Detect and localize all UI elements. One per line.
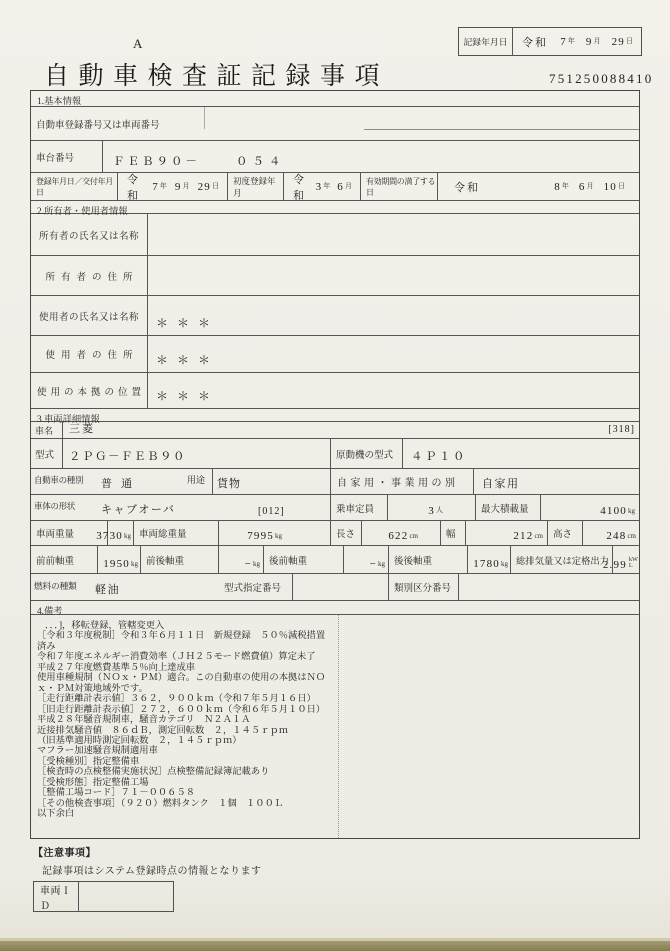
era-text: 令和: [127, 173, 140, 202]
body-shape-cell: [31, 495, 331, 520]
rear-rear-axle-unit: kg: [501, 560, 508, 568]
remarks-line: 令和７年度エネルギー消費効率（ＪＨ２５モード燃費値）算定未了: [37, 652, 316, 663]
day-value: 10: [603, 180, 617, 193]
year-unit: 年: [159, 181, 167, 190]
remarks-line: 使用車種規制（ＮＯｘ・ＰＭ）適合。この自動車の使用の本拠はＮＯｘ・ＰＭ対策地域外です。: [37, 673, 326, 694]
month-value: 6: [578, 180, 586, 193]
vehicle-name-label: 車名: [31, 422, 63, 438]
use-cell: [213, 469, 331, 494]
remarks-line: ．．．]，移転登録，管轄変更入: [45, 621, 165, 631]
l-unit: L: [628, 562, 633, 570]
type-designation-label: 型式指定番号: [219, 574, 293, 600]
registration-number-label: 自動車登録番号又は車両番号: [36, 120, 160, 131]
day-unit: 日: [212, 181, 219, 190]
remarks-line: （旧基準適用時測定回転数 ２，１４５ｒｐｍ）: [37, 735, 242, 746]
month-unit: 月: [345, 181, 352, 190]
day-unit: 日: [626, 36, 633, 45]
max-load-value: 4100: [600, 505, 627, 517]
section3-header: 3.車両詳細情報: [31, 409, 639, 422]
fuel-type-label: 燃料の種類: [34, 581, 77, 591]
row-registration-number: [31, 107, 639, 141]
model-value: ２ＰＧ－ＦＥＢ９０: [69, 451, 186, 463]
engine-model-cell: [403, 439, 639, 468]
chassis-number-part2: ０５４: [236, 156, 286, 168]
row-fuel: [31, 574, 639, 601]
vehicle-weight-unit: kg: [124, 532, 131, 540]
month-value: 6: [337, 180, 344, 193]
era-text: 令和: [454, 181, 480, 194]
era-text: 令和: [522, 36, 548, 49]
row-dates: [31, 173, 639, 201]
month-unit: 月: [593, 36, 601, 45]
vehicle-weight-label: 車両重量: [31, 521, 108, 545]
width-unit: cm: [534, 532, 543, 540]
width-value: 212: [513, 530, 534, 542]
vehicle-name-cell: [63, 422, 639, 438]
year-unit: 年: [561, 181, 569, 190]
row-axle-weights: [31, 546, 639, 574]
record-date-label: 記録年月日: [459, 28, 513, 55]
front-rear-axle-cell: [219, 546, 264, 573]
row-weights-dimensions: [31, 521, 639, 546]
front-rear-axle-value: −: [244, 558, 252, 570]
capacity-value: 3: [428, 505, 435, 517]
section2-header: 2.所有者・使用者情報: [31, 201, 639, 214]
engine-model-label: 原動機の型式: [331, 439, 403, 468]
base-location-label: 使用の本拠の位置: [31, 373, 148, 408]
height-label: 高さ: [548, 521, 583, 545]
gross-weight-cell: [219, 521, 331, 545]
height-value: 248: [606, 530, 627, 542]
model-label: 型式: [31, 439, 63, 468]
row-user-address: [31, 336, 639, 373]
front-rear-axle-unit: kg: [253, 560, 260, 568]
capacity-label: 乗車定員: [331, 495, 388, 520]
owner-name-value: [148, 214, 639, 255]
use-label: 用途: [184, 469, 213, 494]
year-value: 7: [560, 35, 567, 48]
row-model: [31, 439, 639, 469]
private-business-cell: [474, 469, 639, 494]
vehicle-weight-cell: [96, 521, 134, 545]
chassis-number-part1: ＦＥＢ９０－: [113, 156, 200, 168]
document-title: 自動車検査証記録事項: [44, 63, 390, 90]
front-front-axle-value: 1950: [103, 558, 130, 570]
body-shape-label: 車体の形状: [34, 501, 76, 511]
year-unit: 年: [567, 36, 575, 45]
redaction-edge-vertical: [204, 107, 205, 129]
owner-address-value: [148, 256, 639, 295]
user-address-value: ＊＊＊: [156, 353, 220, 367]
width-cell: [466, 521, 548, 545]
front-front-axle-cell: [98, 546, 141, 573]
remarks-line: ［検査時の点検整備実施状況］点検整備記録簿記載あり: [37, 767, 270, 778]
row-owner-name: [31, 214, 639, 256]
rear-front-axle-value: −: [369, 558, 377, 570]
length-value: 622: [388, 530, 409, 542]
max-load-cell: [541, 495, 639, 520]
month-value: 9: [174, 180, 182, 193]
page-marker: A: [133, 36, 143, 51]
length-cell: [362, 521, 441, 545]
front-front-axle-unit: kg: [131, 560, 138, 568]
owner-name-label: 所有者の氏名又は名称: [31, 214, 148, 255]
private-business-value: 自家用: [482, 478, 520, 490]
main-table: [30, 90, 640, 839]
user-name-value: ＊＊＊: [156, 316, 220, 330]
remarks-line: マフラー加速騒音規制適用車: [37, 746, 158, 757]
kw-unit: kW: [628, 555, 638, 563]
model-value-cell: [63, 439, 331, 468]
category-label: 自動車の種別: [34, 475, 84, 485]
max-load-unit: kg: [628, 507, 635, 515]
engine-model-value: ４Ｐ１０: [411, 451, 467, 463]
type-designation-cell: [293, 574, 389, 600]
registration-date-value: [118, 173, 228, 200]
era-text: 令和: [293, 173, 306, 202]
remarks-line: ［受検形態］指定整備工場: [37, 777, 149, 788]
remarks-line: ［令和３年度税制］令和３年６月１１日 新規登録 ５０％減税措置済み: [37, 631, 326, 652]
row-owner-address: [31, 256, 639, 296]
month-value: 9: [585, 35, 593, 48]
length-label: 長さ: [331, 521, 362, 545]
displacement-label: 総排気量又は定格出力: [511, 546, 613, 573]
row-user-name: [31, 296, 639, 336]
caution-body: 記録事項はシステム登録時点の情報となります: [42, 866, 262, 877]
remarks-line: 以下余白: [37, 809, 75, 820]
expiry-date-label: 有効期間の満了する日: [361, 173, 438, 200]
vehicle-weight-value: 3730: [96, 530, 123, 542]
remarks-line: ［受検種別］指定整備車: [37, 756, 140, 767]
fuel-cell: [31, 574, 219, 600]
remarks-block: [37, 621, 329, 820]
gross-weight-label: 車両総重量: [134, 521, 219, 545]
category-cell: [31, 469, 184, 494]
user-address-label: 使用者の住所: [31, 336, 148, 372]
remarks-line: ［旧走行距離計表示値］２７２，６００ｋｍ（令和６年５月１０日）: [37, 704, 326, 715]
rear-front-axle-unit: kg: [378, 560, 385, 568]
day-value: 29: [611, 35, 625, 48]
class-number-label: 類別区分番号: [389, 574, 459, 600]
row-category: [31, 469, 639, 495]
class-number-cell: [459, 574, 639, 600]
vehicle-id-box: [33, 881, 174, 912]
front-rear-axle-label: 前後軸重: [141, 546, 219, 573]
month-unit: 月: [182, 181, 190, 190]
month-unit: 月: [586, 181, 594, 190]
rear-front-axle-label: 後前軸重: [264, 546, 344, 573]
rear-front-axle-cell: [344, 546, 389, 573]
gross-weight-value: 7995: [247, 530, 274, 542]
date-numbers: [560, 36, 633, 48]
remarks-divider: [338, 615, 339, 838]
year-value: 8: [554, 180, 561, 193]
displacement-units: [629, 557, 638, 571]
caution-header: 【注意事項】: [33, 848, 96, 859]
height-unit: cm: [627, 532, 636, 540]
redaction-edge-line: [364, 129, 639, 130]
vehicle-name-code: [318]: [608, 424, 635, 435]
owner-address-label: 所有者の住所: [31, 256, 148, 295]
year-unit: 年: [323, 181, 331, 190]
rear-rear-axle-value: 1780: [473, 558, 500, 570]
remarks-line: ［その他検査事項］（９２０）燃料タンク １個 １００Ｌ: [37, 798, 284, 809]
remarks-line: 平成２７年度燃費基準５％向上達成車: [37, 662, 196, 673]
document-number: 751250088410: [549, 71, 654, 86]
vehicle-id-value: [79, 882, 173, 911]
day-value: 29: [197, 180, 211, 193]
rear-rear-axle-cell: [468, 546, 511, 573]
remarks-line: 平成２８年騒音規制車，騒音カテゴリ Ｎ２Ａ１Ａ: [37, 715, 251, 726]
displacement-value: 2.99: [602, 559, 627, 571]
remarks-line: ［走行距離計表示値］３６２，９００ｋｍ（令和７年５月１６日）: [37, 694, 316, 705]
body-shape-value: キャブオーバ: [101, 504, 176, 516]
record-date-value: [513, 28, 641, 55]
capacity-cell: [388, 495, 476, 520]
section4-header: 4.備考: [31, 601, 639, 615]
chassis-number-label: 車台番号: [31, 141, 103, 172]
rear-rear-axle-label: 後後軸重: [389, 546, 468, 573]
remarks-line: 近接排気騒音値 ８６ｄＢ，測定回転数 ２，１４５ｒｐｍ: [37, 725, 289, 736]
record-date-box: [458, 27, 642, 56]
category-value: 普通: [101, 478, 141, 490]
body-shape-code: [012]: [258, 506, 285, 517]
user-name-label: 使用者の氏名又は名称: [31, 296, 148, 335]
vehicle-name-value: 三菱: [69, 423, 95, 435]
gross-weight-unit: kg: [275, 532, 282, 540]
expiry-date-value: [438, 173, 639, 200]
section1-header: 1.基本情報: [31, 91, 639, 107]
registration-date-label: 登録年月日／交付年月日: [31, 173, 118, 200]
length-unit: cm: [409, 532, 418, 540]
capacity-unit: 人: [436, 506, 443, 514]
width-label: 幅: [441, 521, 466, 545]
row-body-shape: [31, 495, 639, 521]
fuel-type-value: 軽油: [95, 584, 120, 596]
row-vehicle-name: [31, 422, 639, 439]
height-cell: [583, 521, 639, 545]
front-front-axle-label: 前前軸重: [31, 546, 98, 573]
day-unit: 日: [618, 181, 625, 190]
vehicle-id-label: 車両ＩＤ: [34, 882, 79, 911]
year-value: 3: [315, 180, 323, 193]
use-value: 貨物: [217, 478, 241, 490]
displacement-cell: [602, 546, 639, 573]
base-location-value: ＊＊＊: [156, 389, 220, 403]
first-registration-value: [284, 173, 361, 200]
row-chassis-number: [31, 141, 639, 173]
row-base-location: [31, 373, 639, 409]
remarks-line: ［整備工場コード］７１－００６５８: [37, 788, 196, 799]
scan-edge-band: [0, 941, 670, 951]
max-load-label: 最大積載量: [476, 495, 541, 520]
private-business-label: 自家用・事業用の別: [331, 469, 474, 494]
first-registration-label: 初度登録年月: [228, 173, 284, 200]
year-value: 7: [152, 180, 159, 193]
